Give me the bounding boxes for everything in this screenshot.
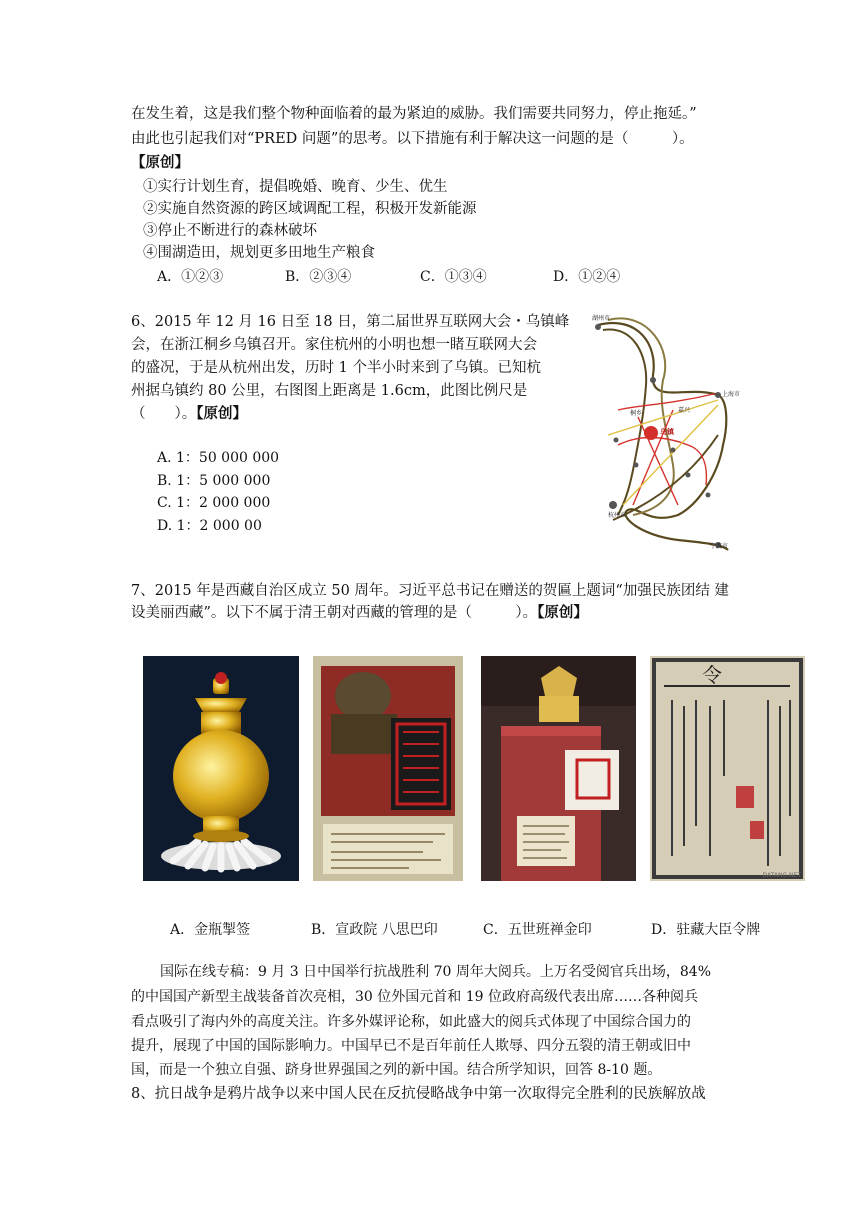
q8-text-line-1: 8、抗日战争是鸦片战争以来中国人民在反抗侵略战争中第一次取得完全胜利的民族解放战	[131, 1086, 706, 1102]
q5-statement-4: ④围湖造田，规划更多田地生产粮食	[143, 245, 375, 261]
q5-option-a[interactable]: A．①②③	[157, 269, 224, 285]
map-label-wuzhen: 乌镇	[660, 428, 674, 436]
q7-option-b[interactable]: B．宣政院 八思巴印	[311, 922, 438, 938]
q5-statement-2: ②实施自然资源的跨区域调配工程，积极开发新能源	[143, 201, 477, 217]
q7-option-d[interactable]: D．驻藏大臣令牌	[651, 922, 761, 938]
q6-original-tag: 【原创】	[196, 405, 247, 422]
q7-text-line-2	[131, 603, 588, 623]
passage-line-2: 的中国国产新型主战装备首次亮相，30 位外国元首和 19 位政府高级代表出席……各种阅兵	[131, 989, 698, 1005]
q6-option-a[interactable]: A. 1：50 000 000	[157, 450, 280, 466]
amban-token-photo[interactable]	[650, 656, 805, 881]
q5-statement-1: ①实行计划生育，提倡晚婚、晚育、少生、优生	[143, 179, 448, 195]
map-label-hangzhou: 杭州市	[608, 512, 627, 519]
q7-option-a[interactable]: A．金瓶掣签	[170, 922, 251, 938]
q6-option-b[interactable]: B. 1：5 000 000	[157, 473, 271, 489]
map-label-huzhou: 湖州市	[592, 315, 611, 322]
golden-urn-photo[interactable]	[143, 656, 299, 881]
q6-text-line-4: 州据乌镇约 80 公里，右图图上距离是 1.6cm，此图比例尺是	[131, 383, 528, 399]
map-label-jiaxing: 嘉兴	[678, 407, 691, 414]
q5-original-tag: 【原创】	[131, 154, 189, 171]
q7-original-tag: 【原创】	[537, 604, 588, 621]
passage-line-4: 提升，展现了中国的国际影响力。中国早已不是百年前任人欺辱、四分五裂的清王朝或旧中	[131, 1038, 691, 1054]
q5-option-c[interactable]: C．①③④	[420, 269, 487, 285]
passage-line-5: 国，而是一个独立自强、跻身世界强国之列的新中国。结合所学知识，回答 8-10 题。	[131, 1062, 662, 1078]
q7-text-line-1: 7、2015 年是西藏自治区成立 50 周年。习近平总书记在赠送的贺匾上题词“加强民族团结 建	[131, 583, 729, 599]
q6-answer-bracket: （ ）。	[131, 406, 197, 422]
q6-option-d[interactable]: D. 1：2 000 00	[157, 518, 262, 534]
phagspa-seal-photo[interactable]	[313, 656, 463, 881]
q6-text-line-5	[131, 404, 247, 424]
svg-text:令: 令	[702, 663, 722, 687]
q7-text-line-2-body: 设美丽西藏”。以下不属于清王朝对西藏的管理的是（ ）。	[131, 605, 538, 621]
passage-line-1: 国际在线专稿：9 月 3 日中国举行抗战胜利 70 周年大阅兵。上万名受阅官兵出场，84%	[160, 964, 711, 980]
railway-map-image	[578, 305, 743, 555]
q6-option-c[interactable]: C. 1：2 000 000	[157, 495, 271, 511]
map-label-tongxiang: 桐乡	[630, 410, 643, 417]
q6-text-line-1: 6、2015 年 12 月 16 日至 18 日，第二届世界互联网大会・乌镇峰	[131, 314, 570, 330]
panchen-gold-seal-photo[interactable]	[481, 656, 636, 881]
q6-text-line-2: 会，在浙江桐乡乌镇召开。家住杭州的小明也想一睹互联网大会	[131, 337, 537, 353]
q5-statement-3: ③停止不断进行的森林破坏	[143, 223, 317, 239]
watermark: DATANG.NET	[762, 872, 801, 879]
passage-line-3: 看点吸引了海内外的高度关注。许多外媒评论称，如此盛大的阅兵式体现了中国综合国力的	[131, 1014, 691, 1030]
q6-text-line-3: 的盛况，于是从杭州出发，历时 1 个半小时来到了乌镇。已知杭	[131, 360, 541, 376]
q5-option-d[interactable]: D．①②④	[553, 269, 621, 285]
map-label-shanghai: 上海市	[722, 391, 741, 398]
q7-option-c[interactable]: C．五世班禅金印	[483, 922, 592, 938]
q5-option-b[interactable]: B．②③④	[285, 269, 352, 285]
map-label-ningbo: 宁波市	[710, 543, 729, 550]
q5-text-line-1: 在发生着，这是我们整个物种面临着的最为紧迫的威胁。我们需要共同努力，停止拖延。”	[131, 106, 697, 122]
q5-text-line-2: 由此也引起我们对“PRED 问题”的思考。以下措施有利于解决这一问题的是（ ）。	[131, 131, 694, 147]
